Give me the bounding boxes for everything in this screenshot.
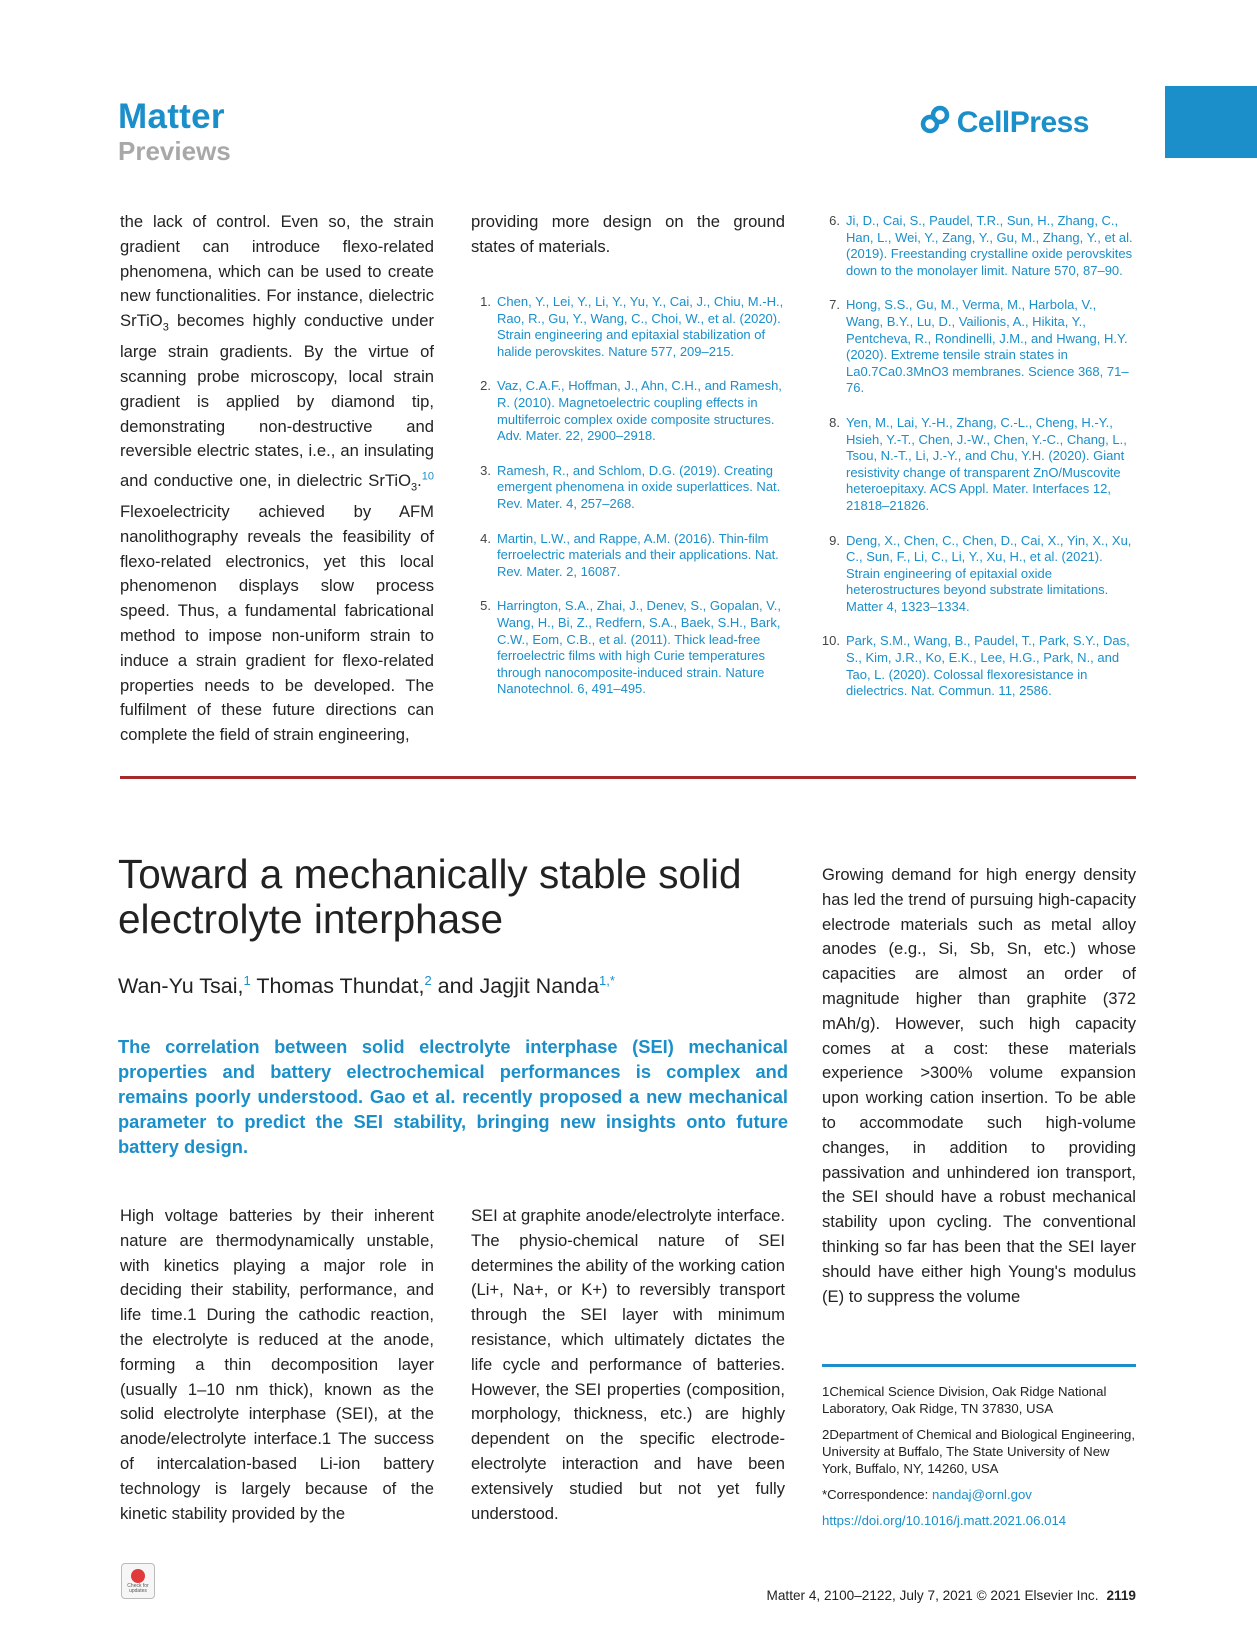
cellpress-logo-icon (919, 104, 951, 141)
author-list (118, 973, 615, 999)
page-footer (767, 1588, 1136, 1603)
reference-item[interactable]: 7. Hong, S.S., Gu, M., Verma, M., Harbola, V., Wang, B.Y., Lu, D., Vailionis, A., Hikita, Y., Pentcheva, R., Rondinelli, J.M., and Hwang, H.Y. (2020). Extreme tensile strain states in La0.7Ca0.3MnO3 membranes. Science 368, 71–76. (829, 297, 1129, 396)
body-col1: High voltage batteries by their inherent nature are thermodynamically unstable, with kinetics playing a major role in deciding their stability, performance, and life time.1 During the cathodic reaction, the electrolyte is reduced at the anode, forming a thin decomposition layer (usually 1–10 nm thick), known as the solid electrolyte interphase (SEI), at the anode/electrolyte interface.1 The success of intercalation-based Li-ion battery technology is largely because of the kinetic stability provided by the (120, 1206, 434, 1523)
reference-item[interactable]: 9. Deng, X., Chen, C., Chen, D., Cai, X., Yin, X., Xu, C., Sun, F., Li, C., Li, Y., Xu, H., et al. (2021). Strain engineering of epitaxial oxide heterostructures beyond substrate limitations. Matter 4, 1323–1334. (829, 532, 1132, 614)
article-title: Toward a mechanically stable solid electrolyte interphase (118, 851, 742, 942)
abstract: The correlation between solid electrolyte interphase (SEI) mechanical properties and battery electrochemical performances is complex and remains poorly understood. Gao et al. recently proposed a new mechanical parameter to predict the SEI stability, bringing new insights onto future battery design. (118, 1036, 788, 1157)
author-affiliation-mark[interactable]: 2 (424, 973, 432, 988)
author-affiliation-mark[interactable]: 1 (243, 973, 251, 988)
correspondence: *Correspondence: nandaj@ornl.gov (822, 1487, 1032, 1502)
reference-list-b (820, 213, 1136, 718)
reference-item[interactable]: 1. Chen, Y., Lei, Y., Li, Y., Yu, Y., Cai, J., Chiu, M.-H., Rao, R., Gu, Y., Wang, C., Choi, W., et al. (2020). Strain engineering and epitaxial stabilization of halide perovskites. Nature 577, 209–215. (480, 294, 784, 359)
reference-item[interactable]: 6. Ji, D., Cai, S., Paudel, T.R., Sun, H., Zhang, C., Han, L., Wei, Y., Zang, Y., Gu, M., Zhang, Y., et al. (2019). Freestanding crystalline oxide perovskites down to the monolayer limit. Nature 570, 87–90. (829, 213, 1133, 278)
author-affiliation-mark[interactable]: 1,* (599, 973, 615, 988)
reference-item[interactable]: 5. Harrington, S.A., Zhai, J., Denev, S., Gopalan, V., Wang, H., Bi, Z., Redfern, S.A., Baek, S.H., Bark, C.W., Eom, C.B., et al. (2011). Thick lead-free ferroelectric films with high Curie temperatures through nanocomposite-induced strain. Nature Nanotechnol. 6, 491–495. (480, 598, 781, 697)
body-col2: SEI at graphite anode/electrolyte interface. The physio-chemical nature of SEI determines the ability of the working cation (Li+, Na+, or K+) to reversibly transport through the SEI layer with minimum resistance, which ultimately dictates the life cycle and performance of batteries. However, the SEI properties (composition, morphology, thickness, etc.) are highly dependent on the specific electrode-electrolyte interaction and have been extensively studied but not yet fully understood. (471, 1206, 785, 1523)
affiliation-item: 2Department of Chemical and Biological Engineering, University at Buffalo, The State University of New York, Buffalo, NY, 14260, USA (822, 1427, 1136, 1476)
author-name[interactable]: and Jagjit Nanda (437, 974, 600, 999)
reference-item[interactable]: 3. Ramesh, R., and Schlom, D.G. (2019). Creating emergent phenomena in oxide superlattices. Nat. Rev. Mater. 4, 257–268. (480, 462, 781, 511)
footer-citation: Matter 4, 2100–2122, July 7, 2021 © 2021 Elsevier Inc. (766, 1588, 1099, 1603)
author-name[interactable]: Thomas Thundat, (256, 974, 425, 999)
prev-article-col2: providing more design on the ground states of materials. (471, 212, 785, 256)
publisher-logo[interactable] (919, 104, 1089, 141)
prev-col1-a: the lack of control. Even so, the strain gradient can introduce flexo-related phenomena, which can be used to create new functionalities. For instance, dielectric SrTiO$_3$ becomes highly conductive under large strain gradients. By the virtue of scanning probe microscopy, local strain gradient is applied by diamond tip, demonstrating non-destructive and reversible electric states, i.e., an insulating and conductive one, in dielectric SrTiO$_3$.$^{10}$ Flexoelectricity achieved by AFM nanolithography reveals the feasibility of flexo-related electronics, yet this local phenomenon displays slow process speed. Thus, a fundamental fabricational method to impose non-uniform strain to induce a strain gradient for flexo-related properties needs to be developed. The fulfilment of these future directions can complete the field of strain engineering, (120, 212, 434, 745)
section-divider (120, 776, 1136, 779)
badge-icon (131, 1569, 145, 1583)
doi-link[interactable]: https://doi.org/10.1016/j.matt.2021.06.014 (822, 1513, 1067, 1528)
section-name: Previews (118, 136, 231, 166)
badge-label: Check for updates (127, 1583, 149, 1594)
page-number: 2119 (1106, 1588, 1136, 1603)
reference-list-a (471, 294, 787, 716)
body-col3: Growing demand for high energy density has led the trend of pursuing high-capacity electrode materials such as metal alloy anodes (e.g., Si, Sb, Sn, etc.) whose capacities are almost an order of magnitude higher than graphite (372 mAh/g). However, such high capacity comes at a cost: these materials experience >300% volume expansion upon working cation insertion. To be able to accommodate such high-volume changes, in addition to providing passivation and unhindered ion transport, the SEI should have a robust mechanical stability upon cycling. The conventional thinking so far has been that the SEI layer should have either high Young's modulus (E) to suppress the volume (822, 865, 1136, 1306)
correspondence-email-link[interactable]: nandaj@ornl.gov (931, 1487, 1032, 1502)
affiliations (822, 1383, 1136, 1538)
affiliation-rule (822, 1364, 1136, 1367)
journal-name: Matter (118, 97, 225, 136)
reference-item[interactable]: 10. Park, S.M., Wang, B., Paudel, T., Park, S.Y., Das, S., Kim, J.R., Ko, E.K., Lee, H.G., Park, N., and Tao, L. (2020). Colossal flexoresistance in dielectrics. Nat. Commun. 11, 2586. (821, 633, 1130, 699)
reference-item[interactable]: 4. Martin, L.W., and Rappe, A.M. (2016). Thin-film ferroelectric materials and their applications. Nat. Rev. Mater. 2, 16087. (480, 530, 779, 579)
affiliation-item: 1Chemical Science Division, Oak Ridge National Laboratory, Oak Ridge, TN 37830, USA (822, 1384, 1107, 1416)
check-for-updates-badge[interactable] (121, 1563, 155, 1599)
reference-item[interactable]: 8. Yen, M., Lai, Y.-H., Zhang, C.-L., Cheng, H.-Y., Hsieh, Y.-T., Chen, J.-W., Chen, Y.-C., Chang, L., Tsou, N.-T., Li, J.-Y., and Chu, Y.H. (2020). Giant resistivity change of transparent ZnO/Muscovite heteroepitaxy. ACS Appl. Mater. Interfaces 12, 21818–21826. (829, 414, 1127, 513)
author-name[interactable]: Wan-Yu Tsai, (118, 974, 244, 999)
corner-tab (1165, 86, 1257, 158)
reference-item[interactable]: 2. Vaz, C.A.F., Hoffman, J., Ahn, C.H., and Ramesh, R. (2010). Magnetoelectric coupling effects in multiferroic complex oxide composite structures. Adv. Mater. 22, 2900–2918. (480, 378, 782, 444)
publisher-name: CellPress (956, 105, 1089, 139)
prev-article-col1 (120, 210, 434, 748)
